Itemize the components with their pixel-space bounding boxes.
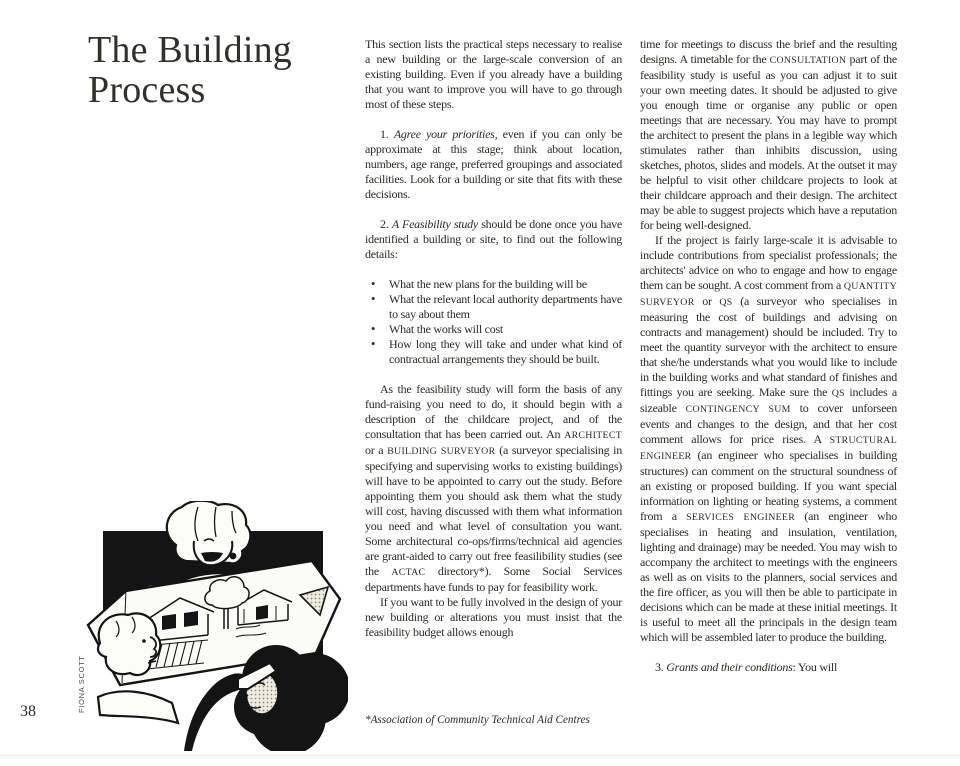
footnote: *Association of Community Technical Aid Centres	[365, 714, 590, 726]
list-item: • What the relevant local authority departments have to say about them	[389, 292, 622, 322]
page-title	[88, 30, 292, 110]
earring	[230, 553, 237, 560]
paragraph-feasibility: As the feasibility study will form the basis of any fund-raising you need to do, it should begin with a description of the childcare project, and of the consultation that has been carried out. An ARCHITECT or a BUILDING SURVEYOR (a surveyor specialising in specifying and supervising works to existing buildings) will have to be appointed to carry out the study. Before appointing them you should ask them what the study will cost, having discussed with them what information you need and what level of consultation you want. Some architectural co-ops/firms/technical aid agencies are grant-aided to carry out free feasilibility studies (see the ACTAC directory*). Some Social Services departments have funds to pay for feasibility work.	[365, 382, 622, 594]
page-number: 38	[20, 703, 36, 720]
illustration	[86, 501, 348, 751]
illustration-credit: FIONA SCOTT	[77, 655, 86, 713]
list-item: • What the new plans for the building will be	[389, 277, 622, 292]
column-right	[640, 37, 897, 675]
paragraph-involved: If you want to be fully involved in the design of your new building or alterations you must insist that the feasibility budget allows enough	[365, 595, 622, 639]
paragraph-step2: 2. A Feasibility study should be done once you have identified a building or site, to find out the following details:	[365, 217, 623, 261]
title-line-2: Process	[88, 69, 206, 111]
paragraph-grants: 3. Grants and their conditions: You will	[655, 660, 838, 674]
list-item: • How long they will take and under what kind of contractual arrangements they should be built.	[389, 337, 622, 367]
details-list	[365, 277, 622, 367]
house-window	[162, 614, 176, 630]
house-door	[256, 605, 268, 620]
paragraph-specialists: If the project is fairly large-scale it is advisable to include contributions from specialist professionals; the architects' advice on who to engage and how to engage them can be sought. A cost comment from a QUANTITY SURVEYOR or QS (a surveyor who specialises in measuring the cost of buildings and advising on contracts and management) should be included. Try to meet the quantity surveyor with the architect to ensure that she/he understands what you would like to include in the building works and what standard of finishes and fittings you are seeking. Make sure the QS includes a sizeable CONTINGENCY SUM to cover unforseen events and changes to the design, and that her cost comment allows for price rises. A STRUCTURAL ENGINEER (an engineer who specialises in building structures) can comment on the structural soundness of an existing or proposed building. If you want special information on lighting or heating systems, a comment from a SERVICES ENGINEER (an engineer who specialises in heating and insulation, ventilation, lighting and drainage) may be needed. You may wish to accompany the architect to meetings with the engineers as well as on visits to the planners, social services and the fire officer, as you will then be able to participate in decisions which can be made at these initial meetings. It is useful to meet all the principals in the design team which will be assembled later to produce the building.	[640, 233, 897, 644]
left-person-arm	[98, 691, 178, 723]
paragraph-intro: This section lists the practical steps necessary to realise a new building or the large-scale conversion of an existing building. Even if you already have a building that you want to improve you will have to go through most of these steps.	[365, 37, 622, 111]
house-window	[184, 611, 198, 627]
paragraph-continue: time for meetings to discuss the brief and the resulting designs. A timetable for the CONSULTATION part of the feasibility study is useful as you can adjust it to suit your own meeting dates. It should be adjusted to give you enough time or organise any public or open meetings that are necessary. You may have to prompt the architect to present the plans in a legible way which stimulates rather than inhibits discussion, using sketches, photos, slides and models. At the outset it may be helpful to visit other childcare projects to look at their childcare approach and their design. The architect may be able to suggest projects which have a reputation for being well-designed.	[640, 37, 897, 232]
column-middle	[365, 37, 622, 640]
list-item: • What the works will cost	[389, 322, 622, 337]
title-line-1: The Building	[88, 29, 292, 71]
paragraph-step1: 1. Agree your priorities, even if you can only be approximate at this stage; think about location, numbers, age range, preferred groupings and associated facilities. Look for a building or site that fits with these decisions.	[365, 127, 623, 201]
